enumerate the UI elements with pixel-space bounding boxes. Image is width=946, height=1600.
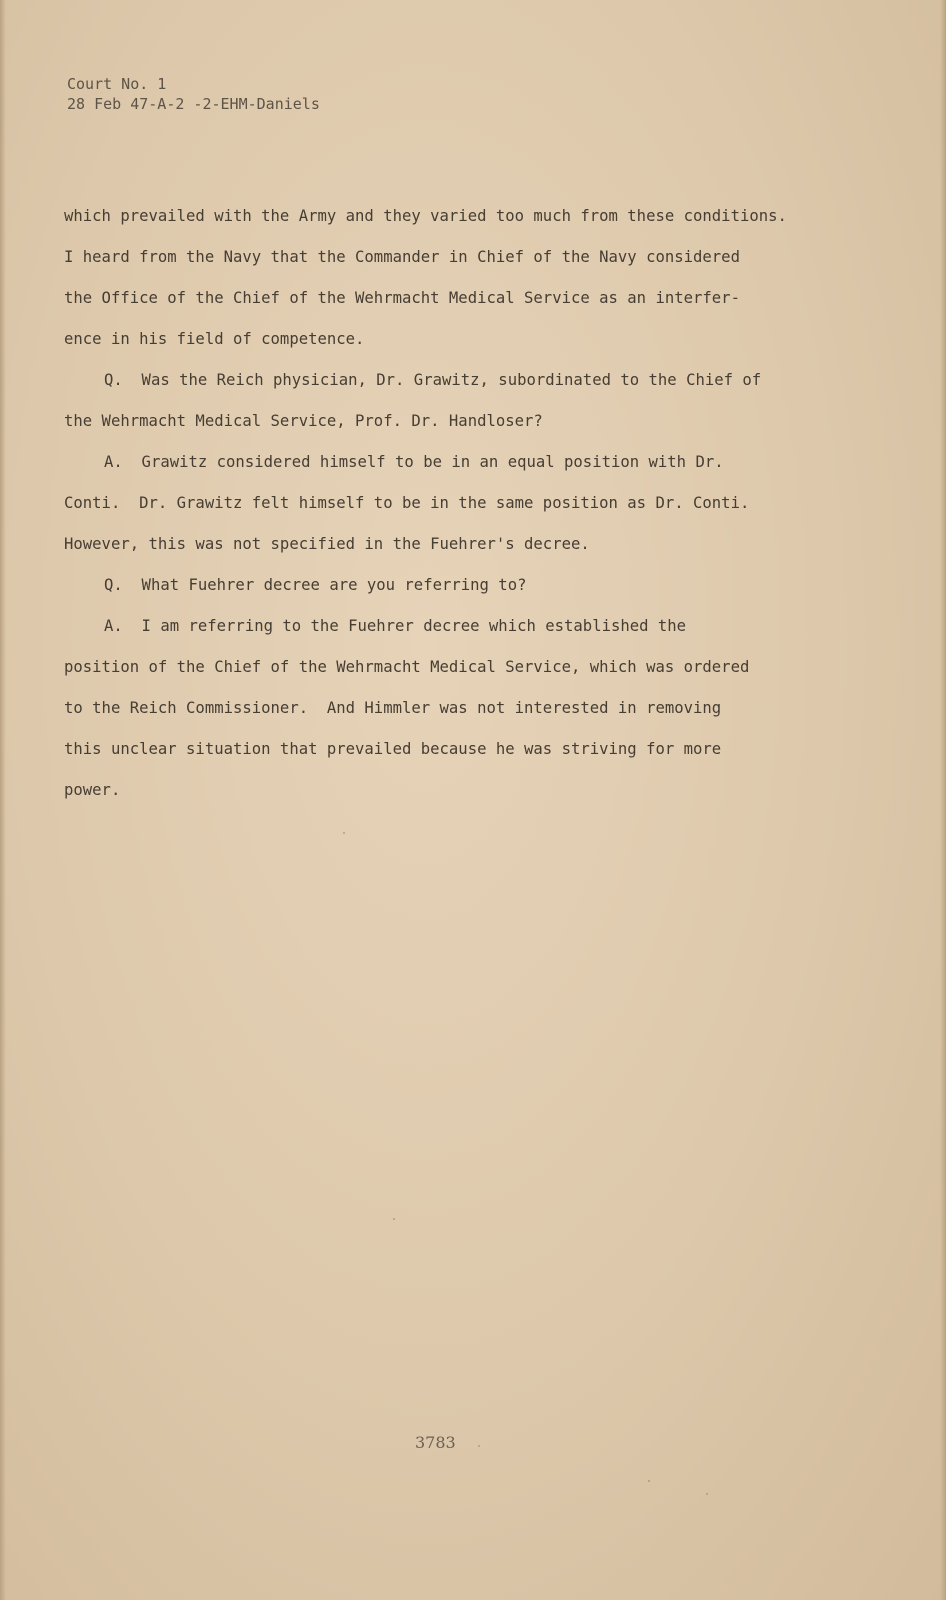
transcript-line: ence in his field of competence.: [64, 330, 365, 348]
paper-speck: [478, 1445, 480, 1447]
page-number: 3783: [415, 1433, 456, 1452]
transcript-line: to the Reich Commissioner. And Himmler was not interested in removing: [64, 699, 722, 717]
answer-line: A. I am referring to the Fuehrer decree which established the: [104, 617, 687, 635]
page-left-edge: [0, 0, 6, 1600]
transcript-body: [64, 196, 864, 811]
answer-line: A. Grawitz considered himself to be in an equal position with Dr.: [104, 453, 724, 471]
transcript-line: position of the Chief of the Wehrmacht Medical Service, which was ordered: [64, 658, 750, 676]
transcript-line: However, this was not specified in the Fuehrer's decree.: [64, 535, 590, 553]
transcript-line: the Wehrmacht Medical Service, Prof. Dr. Handloser?: [64, 412, 543, 430]
court-label: Court No. 1: [67, 75, 167, 93]
paper-speck: [393, 1218, 395, 1220]
transcript-line: power.: [64, 781, 121, 799]
page-header: [67, 74, 320, 114]
question-line: Q. Was the Reich physician, Dr. Grawitz, subordinated to the Chief of: [104, 371, 762, 389]
paper-speck: [648, 1480, 650, 1482]
transcript-line: I heard from the Navy that the Commander in Chief of the Navy considered: [64, 248, 740, 266]
transcript-line: Conti. Dr. Grawitz felt himself to be in the same position as Dr. Conti.: [64, 494, 750, 512]
transcript-line: this unclear situation that prevailed because he was striving for more: [64, 740, 722, 758]
paper-speck: [343, 832, 345, 834]
transcript-line: which prevailed with the Army and they varied too much from these conditions.: [64, 207, 787, 225]
transcript-line: the Office of the Chief of the Wehrmacht Medical Service as an interfer-: [64, 289, 740, 307]
page-right-edge: [940, 0, 946, 1600]
session-reference: 28 Feb 47-A-2 -2-EHM-Daniels: [67, 95, 320, 113]
question-line: Q. What Fuehrer decree are you referring to?: [104, 576, 527, 594]
paper-speck: [706, 1493, 708, 1495]
